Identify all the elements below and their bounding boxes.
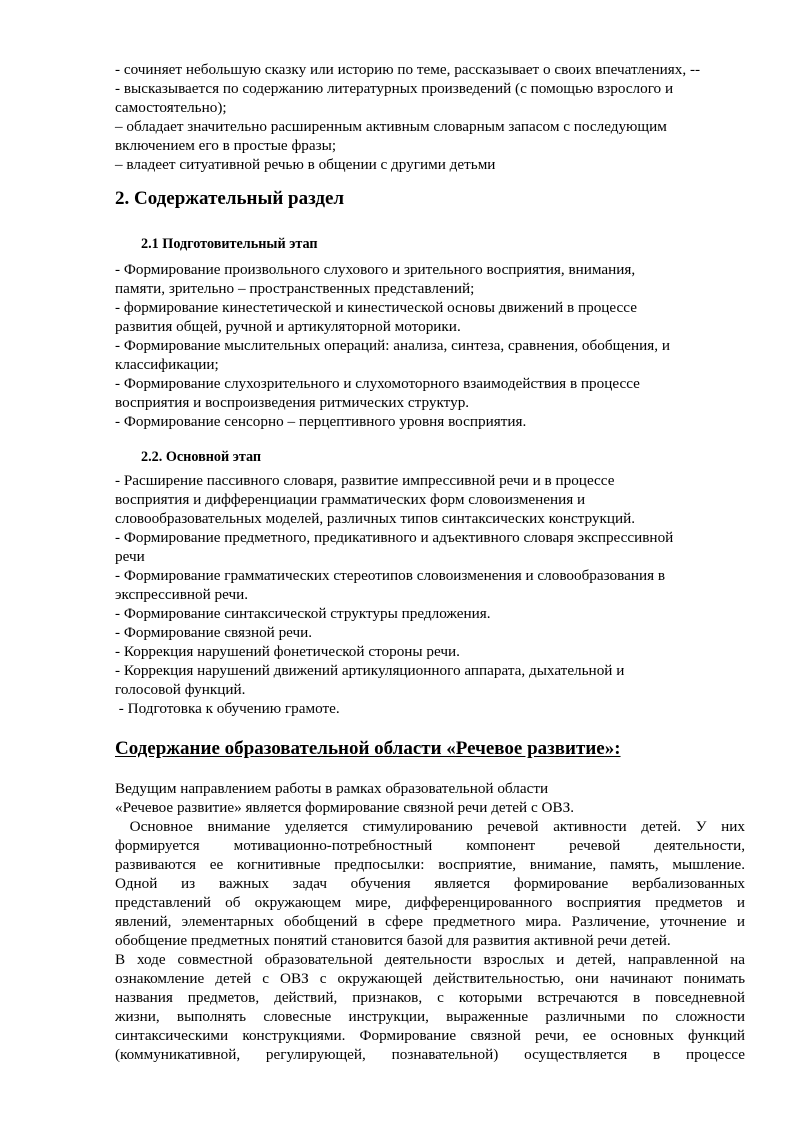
- speech-area-text: [115, 779, 745, 1064]
- text-line: - Формирование слухозрительного и слухомоторного взаимодействия в процессе: [115, 375, 640, 392]
- subsection-heading: 2.1 Подготовительный этап: [141, 236, 318, 252]
- text-line: - Расширение пассивного словаря, развитие импрессивной речи и в процессе: [115, 472, 615, 489]
- text-line: – владеет ситуативной речью в общении с другими детьми: [115, 156, 496, 173]
- text-line: экспрессивной речи.: [115, 586, 249, 603]
- text-line: Ведущим направлением работы в рамках образовательной области: [115, 780, 549, 797]
- text-line: Основное внимание уделяется стимулированию речевой активности детей. У них: [115, 818, 745, 835]
- text-line: восприятия и дифференциации грамматических форм словоизменения и: [115, 491, 586, 508]
- text-line: - Формирование синтаксической структуры предложения.: [115, 605, 491, 622]
- text-line: восприятия и воспроизведения ритмических структур.: [115, 394, 470, 411]
- text-line: обобщение предметных понятий становится базой для развития активной речи детей.: [115, 932, 671, 949]
- text-line: ознакомление детей с ОВЗ с окружающей действительностью, они начинают понимать: [115, 970, 745, 987]
- text-line: явлений, элементарных обобщений в сфере предметного мира. Различение, уточнение и: [115, 913, 745, 930]
- section-heading: 2. Содержательный раздел: [115, 188, 345, 209]
- text-line: словообразовательных моделей, различных типов синтаксических конструкций.: [115, 510, 636, 527]
- text-line: включением его в простые фразы;: [115, 137, 337, 154]
- text-line: классификации;: [115, 356, 219, 373]
- text-line: жизни, выполнять словесные инструкции, выраженные различными по сложности: [115, 1008, 745, 1025]
- text-line: речи: [115, 548, 145, 565]
- text-line: - формирование кинестетической и кинестической основы движений в процессе: [115, 299, 637, 316]
- text-line: - Формирование грамматических стереотипов словоизменения и словообразования в: [115, 567, 666, 584]
- stage1-list: [115, 260, 745, 431]
- text-line: самостоятельно);: [115, 99, 227, 116]
- area-heading: Содержание образовательной области «Речевое развитие»:: [115, 738, 621, 759]
- text-line: – обладает значительно расширенным активным словарным запасом с последующим: [115, 118, 667, 135]
- text-line: - Подготовка к обучению грамоте.: [115, 700, 340, 717]
- text-line: названия предметов, действий, признаков, с которыми встречаются в повседневной: [115, 989, 745, 1006]
- text-line: развития общей, ручной и артикуляторной моторики.: [115, 318, 461, 335]
- text-line: (коммуникативной, регулирующей, познавательной) осуществляется в процессе: [115, 1046, 745, 1063]
- text-line: - Коррекция нарушений движений артикуляционного аппарата, дыхательной и: [115, 662, 625, 679]
- text-line: формируется мотивационно-потребностный компонент речевой деятельности,: [115, 837, 745, 854]
- text-line: - Формирование мыслительных операций: анализа, синтеза, сравнения, обобщения, и: [115, 337, 670, 354]
- text-line: «Речевое развитие» является формирование связной речи детей с ОВЗ.: [115, 799, 575, 816]
- text-line: - Формирование предметного, предикативного и адъективного словаря экспрессивной: [115, 529, 674, 546]
- text-line: Одной из важных задач обучения является формирование вербализованных: [115, 875, 745, 892]
- text-line: развиваются ее когнитивные предпосылки: восприятие, внимание, память, мышление.: [115, 856, 745, 873]
- text-line: - Формирование произвольного слухового и зрительного восприятия, внимания,: [115, 261, 636, 278]
- text-line: представлений об окружающем мире, дифференцированного восприятия предметов и: [115, 894, 745, 911]
- stage2-list: [115, 471, 745, 718]
- text-line: - Формирование сенсорно – перцептивного уровня восприятия.: [115, 413, 527, 430]
- text-line: - Формирование связной речи.: [115, 624, 313, 641]
- text-line: В ходе совместной образовательной деятельности взрослых и детей, направленной на: [115, 951, 745, 968]
- text-line: синтаксическими конструкциями. Формирование связной речи, ее основных функций: [115, 1027, 745, 1044]
- text-line: - Коррекция нарушений фонетической стороны речи.: [115, 643, 460, 660]
- text-line: - высказывается по содержанию литературных произведений (с помощью взрослого и: [115, 80, 674, 97]
- text-line: голосовой функций.: [115, 681, 246, 698]
- text-line: памяти, зрительно – пространственных представлений;: [115, 280, 475, 297]
- subsection-heading: 2.2. Основной этап: [141, 449, 262, 465]
- text-line: - сочиняет небольшую сказку или историю по теме, рассказывает о своих впечатлениях, --: [115, 61, 701, 78]
- intro-list: [115, 60, 745, 174]
